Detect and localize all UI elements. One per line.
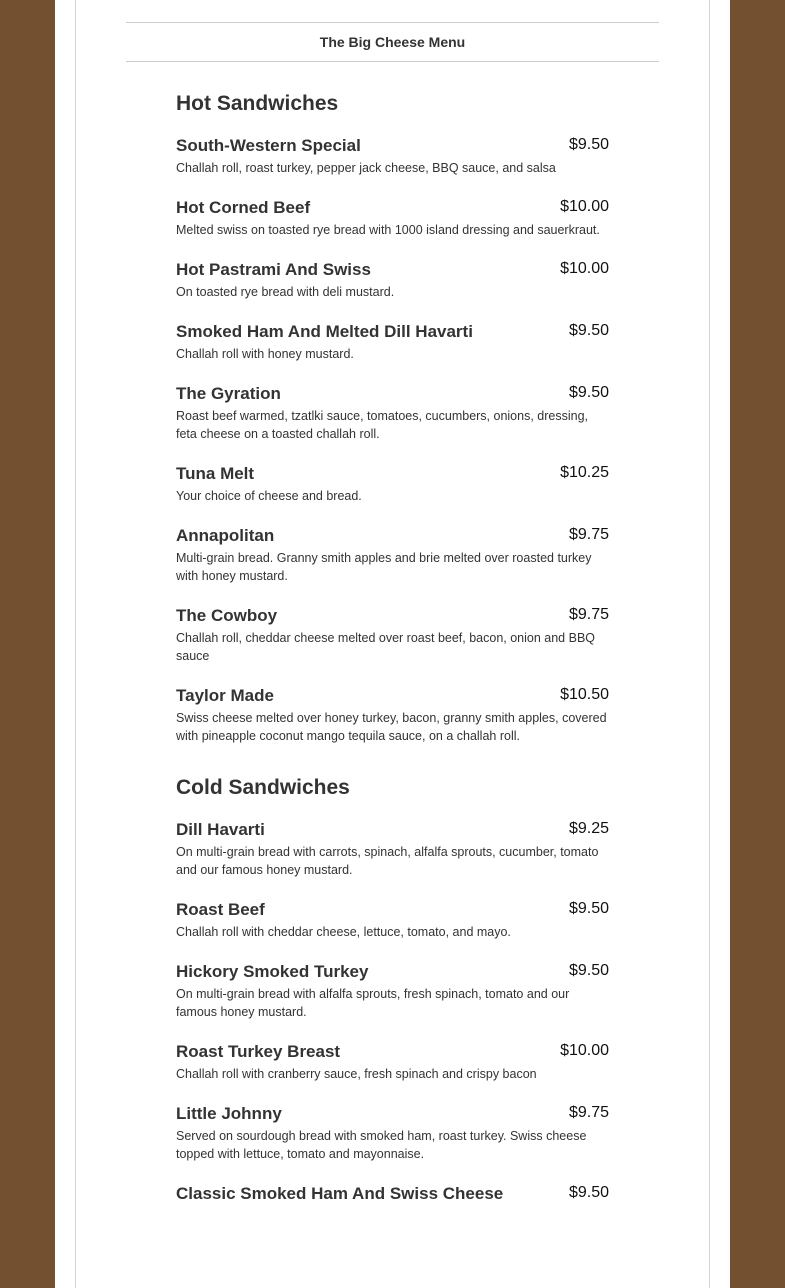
item-description: Challah roll with honey mustard. [176,347,354,361]
section-cold-sandwiches [176,773,609,1205]
item-name: Little Johnny [176,1104,282,1123]
menu-item [176,321,609,363]
section-title: Hot Sandwiches [176,92,339,115]
item-price: $9.75 [568,606,609,623]
item-description: Melted swiss on toasted rye bread with 1000 island dressing and sauerkraut. [176,223,600,237]
menu-item [176,685,609,745]
item-price: $10.25 [560,464,609,481]
item-name: Roast Turkey Breast [176,1042,341,1061]
item-description: Roast beef warmed, tzatlki sauce, tomatoes, cucumbers, onions, dressing, feta cheese on a toasted challah roll. [176,409,588,441]
item-price: $9.75 [568,526,609,543]
item-price: $9.50 [568,384,609,401]
item-name: Taylor Made [176,686,274,705]
item-description: Challah roll, cheddar cheese melted over roast beef, bacon, onion and BBQ sauce [176,631,596,663]
menu-item [176,463,609,505]
item-price: $10.00 [560,260,609,277]
item-description: On multi-grain bread with carrots, spinach, alfalfa sprouts, cucumber, tomato and our famous honey mustard. [176,845,599,877]
item-description: Challah roll, roast turkey, pepper jack cheese, BBQ sauce, and salsa [176,161,556,175]
item-description: Challah roll with cheddar cheese, lettuce, tomato, and mayo. [176,925,511,939]
item-price: $10.50 [560,686,609,703]
menu-item [176,383,609,443]
item-price: $9.50 [568,136,609,153]
menu-title: The Big Cheese Menu [126,22,659,62]
menu-item [176,259,609,301]
item-name: Dill Havarti [176,820,265,839]
item-description: On multi-grain bread with alfalfa sprouts, fresh spinach, tomato and our famous honey mustard. [176,987,570,1019]
item-price: $9.50 [568,322,609,339]
item-name: Hot Pastrami And Swiss [176,260,371,279]
item-name: Smoked Ham And Melted Dill Havarti [176,322,473,341]
menu-item [176,525,609,585]
item-price: $10.00 [560,198,609,215]
item-price: $9.50 [568,962,609,979]
item-description: Your choice of cheese and bread. [176,489,362,503]
menu-item [176,1103,609,1163]
section-hot-sandwiches [176,89,609,745]
item-price: $9.75 [568,1104,609,1121]
menu-content [176,89,609,1225]
item-description: Challah roll with cranberry sauce, fresh spinach and crispy bacon [176,1067,537,1081]
menu-item [176,1041,609,1083]
menu-item [176,197,609,239]
menu-item [176,899,609,941]
item-price: $9.25 [568,820,609,837]
item-description: Served on sourdough bread with smoked ham, roast turkey. Swiss cheese topped with lettuce, tomato and mayonnaise. [176,1129,587,1161]
item-name: Hot Corned Beef [176,198,311,217]
item-name: The Gyration [176,384,281,403]
item-name: Roast Beef [176,900,265,919]
item-name: The Cowboy [176,606,278,625]
item-name: Tuna Melt [176,464,255,483]
menu-item [176,135,609,177]
item-name: Hickory Smoked Turkey [176,962,369,981]
item-price: $9.50 [568,900,609,917]
item-name: Classic Smoked Ham And Swiss Cheese [176,1184,504,1203]
item-name: Annapolitan [176,526,275,545]
menu-item [176,961,609,1021]
menu-item [176,605,609,665]
item-price: $10.00 [560,1042,609,1059]
section-title: Cold Sandwiches [176,776,350,799]
item-description: Multi-grain bread. Granny smith apples and brie melted over roasted turkey with honey mustard. [176,551,592,583]
menu-item [176,819,609,879]
item-price: $9.50 [568,1184,609,1201]
item-description: On toasted rye bread with deli mustard. [176,285,395,299]
menu-page [55,0,730,1288]
item-name: South-Western Special [176,136,361,155]
menu-item [176,1183,609,1205]
item-description: Swiss cheese melted over honey turkey, bacon, granny smith apples, covered with pineapple coconut mango tequila sauce, on a challah roll. [176,711,607,743]
